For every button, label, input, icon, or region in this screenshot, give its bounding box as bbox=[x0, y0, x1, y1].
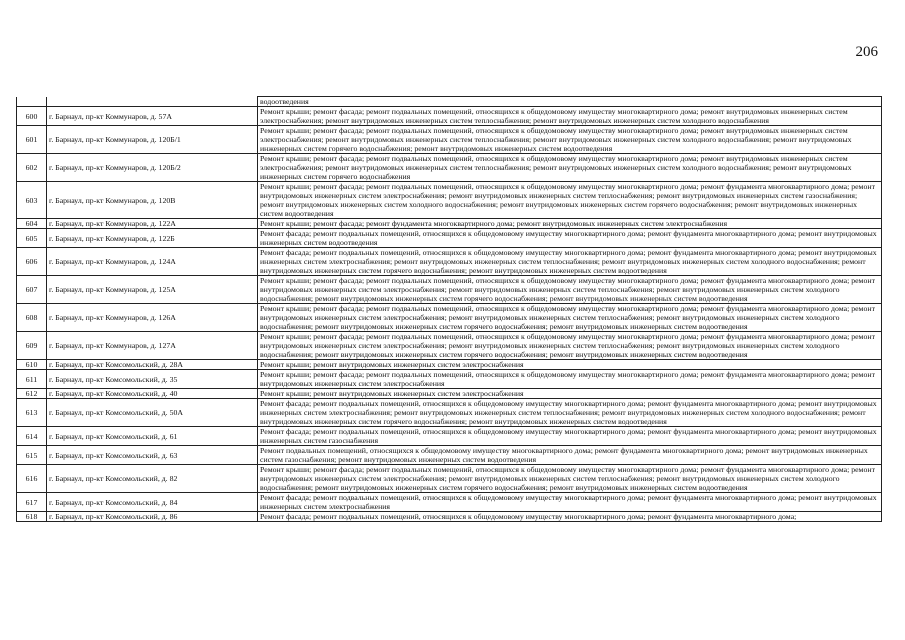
table-row bbox=[17, 126, 882, 154]
table-row bbox=[17, 304, 882, 332]
works-cell: водоотведения bbox=[258, 97, 882, 107]
works-cell: Ремонт крыши; ремонт фасада; ремонт подвальных помещений, относящихся к общедомовому имуществу многоквартирного дома; ремонт фундамента многоквартирного дома; ремонт внутридомовых инженерных систем электроснабжения bbox=[258, 370, 882, 389]
table-row bbox=[17, 248, 882, 276]
repair-works-table bbox=[16, 96, 882, 522]
works-cell: Ремонт крыши; ремонт внутридомовых инженерных систем электроснабжения bbox=[258, 360, 882, 370]
table-row bbox=[17, 229, 882, 248]
table-row bbox=[17, 465, 882, 493]
works-cell: Ремонт фасада; ремонт подвальных помещений, относящихся к общедомовому имуществу многоквартирного дома; ремонт фундамента многоквартирного дома; ремонт внутридомовых инженерных систем электроснабжения bbox=[258, 493, 882, 512]
row-number-cell: 600 bbox=[17, 107, 47, 126]
works-cell: Ремонт крыши; ремонт фасада; ремонт подвальных помещений, относящихся к общедомовому имуществу многоквартирного дома; ремонт внутридомовых инженерных систем электроснабжения; ремонт внутридомовых инженерных систем теплоснабжения; ремонт внутридомовых инженерных систем холодного водоснабжения bbox=[258, 107, 882, 126]
address-cell: г. Барнаул, пр-кт Комсомольский, д. 35 bbox=[47, 370, 258, 389]
address-cell: г. Барнаул, пр-кт Коммунаров, д. 120Б/1 bbox=[47, 126, 258, 154]
address-cell: г. Барнаул, пр-кт Коммунаров, д. 122Б bbox=[47, 229, 258, 248]
row-number-cell: 611 bbox=[17, 370, 47, 389]
address-cell: г. Барнаул, пр-кт Коммунаров, д. 125А bbox=[47, 276, 258, 304]
works-cell: Ремонт фасада; ремонт подвальных помещений, относящихся к общедомовому имуществу многоквартирного дома; ремонт фундамента многоквартирного дома; ремонт внутридомовых инженерных систем газоснабжения bbox=[258, 427, 882, 446]
address-cell: г. Барнаул, пр-кт Коммунаров, д. 122А bbox=[47, 219, 258, 229]
works-cell: Ремонт фасада; ремонт подвальных помещений, относящихся к общедомовому имуществу многоквартирного дома; ремонт фундамента многоквартирного дома; bbox=[258, 512, 882, 522]
works-cell: Ремонт фасада; ремонт подвальных помещений, относящихся к общедомовому имуществу многоквартирного дома; ремонт фундамента многоквартирного дома; ремонт внутридомовых инженерных систем водоотведения bbox=[258, 229, 882, 248]
table-row-continuation bbox=[17, 97, 882, 107]
row-number-cell: 618 bbox=[17, 512, 47, 522]
works-cell: Ремонт крыши; ремонт фасада; ремонт подвальных помещений, относящихся к общедомовому имуществу многоквартирного дома; ремонт внутридомовых инженерных систем электроснабжения; ремонт внутридомовых инженерных систем теплоснабжения; ремонт внутридомовых инженерных систем холодного водоснабжения; ремонт внутридомовых инженерных систем горячего водоснабжения; ремонт внутридомовых инженерных систем водоотведения bbox=[258, 126, 882, 154]
works-cell: Ремонт фасада; ремонт подвальных помещений, относящихся к общедомовому имуществу многоквартирного дома; ремонт фундамента многоквартирного дома; ремонт внутридомовых инженерных систем электроснабжения; ремонт внутридомовых инженерных систем теплоснабжения; ремонт внутридомовых инженерных систем холодного водоснабжения; ремонт внутридомовых инженерных систем горячего водоснабжения; ремонт внутридомовых инженерных систем водоотведения bbox=[258, 399, 882, 427]
table-row bbox=[17, 427, 882, 446]
table-row bbox=[17, 107, 882, 126]
row-number-cell: 604 bbox=[17, 219, 47, 229]
address-cell: г. Барнаул, пр-кт Коммунаров, д. 127А bbox=[47, 332, 258, 360]
address-cell: г. Барнаул, пр-кт Комсомольский, д. 82 bbox=[47, 465, 258, 493]
address-cell: г. Барнаул, пр-кт Коммунаров, д. 57А bbox=[47, 107, 258, 126]
address-cell: г. Барнаул, пр-кт Комсомольский, д. 40 bbox=[47, 389, 258, 399]
works-cell: Ремонт крыши; ремонт внутридомовых инженерных систем электроснабжения bbox=[258, 389, 882, 399]
table-row bbox=[17, 182, 882, 219]
address-cell bbox=[47, 97, 258, 107]
table-row bbox=[17, 276, 882, 304]
works-cell: Ремонт крыши; ремонт фасада; ремонт фундамента многоквартирного дома; ремонт внутридомовых инженерных систем электроснабжения bbox=[258, 219, 882, 229]
works-cell: Ремонт крыши; ремонт фасада; ремонт подвальных помещений, относящихся к общедомовому имуществу многоквартирного дома; ремонт внутридомовых инженерных систем электроснабжения; ремонт внутридомовых инженерных систем теплоснабжения; ремонт внутридомовых инженерных систем холодного водоснабжения; ремонт внутридомовых инженерных систем горячего водоснабжения bbox=[258, 154, 882, 182]
table-row bbox=[17, 399, 882, 427]
table-row bbox=[17, 512, 882, 522]
row-number-cell: 602 bbox=[17, 154, 47, 182]
row-number-cell: 601 bbox=[17, 126, 47, 154]
row-number-cell: 614 bbox=[17, 427, 47, 446]
row-number-cell: 613 bbox=[17, 399, 47, 427]
row-number-cell: 605 bbox=[17, 229, 47, 248]
row-number-cell: 612 bbox=[17, 389, 47, 399]
address-cell: г. Барнаул, пр-кт Комсомольский, д. 63 bbox=[47, 446, 258, 465]
row-number-cell: 610 bbox=[17, 360, 47, 370]
works-cell: Ремонт крыши; ремонт фасада; ремонт подвальных помещений, относящихся к общедомовому имуществу многоквартирного дома; ремонт фундамента многоквартирного дома; ремонт внутридомовых инженерных систем электроснабжения; ремонт внутридомовых инженерных систем теплоснабжения; ремонт внутридомовых инженерных систем холодного водоснабжения; ремонт внутридомовых инженерных систем горячего водоснабжения; ремонт внутридомовых инженерных систем водоотведения bbox=[258, 332, 882, 360]
table-row bbox=[17, 446, 882, 465]
address-cell: г. Барнаул, пр-кт Комсомольский, д. 84 bbox=[47, 493, 258, 512]
works-cell: Ремонт крыши; ремонт фасада; ремонт подвальных помещений, относящихся к общедомовому имуществу многоквартирного дома; ремонт фундамента многоквартирного дома; ремонт внутридомовых инженерных систем электроснабжения; ремонт внутридомовых инженерных систем теплоснабжения; ремонт внутридомовых инженерных систем газоснабжения; ремонт внутридомовых инженерных систем холодного водоснабжения; ремонт внутридомовых инженерных систем горячего водоснабжения; ремонт внутридомовых инженерных систем водоотведения bbox=[258, 182, 882, 219]
works-cell: Ремонт крыши; ремонт фасада; ремонт подвальных помещений, относящихся к общедомовому имуществу многоквартирного дома; ремонт фундамента многоквартирного дома; ремонт внутридомовых инженерных систем электроснабжения; ремонт внутридомовых инженерных систем теплоснабжения; ремонт внутридомовых инженерных систем холодного водоснабжения; ремонт внутридомовых инженерных систем горячего водоснабжения; ремонт внутридомовых инженерных систем водоотведения bbox=[258, 276, 882, 304]
address-cell: г. Барнаул, пр-кт Коммунаров, д. 126А bbox=[47, 304, 258, 332]
row-number-cell bbox=[17, 97, 47, 107]
row-number-cell: 609 bbox=[17, 332, 47, 360]
row-number-cell: 617 bbox=[17, 493, 47, 512]
page-number: 206 bbox=[855, 44, 878, 60]
address-cell: г. Барнаул, пр-кт Комсомольский, д. 61 bbox=[47, 427, 258, 446]
row-number-cell: 608 bbox=[17, 304, 47, 332]
table-row bbox=[17, 332, 882, 360]
row-number-cell: 615 bbox=[17, 446, 47, 465]
row-number-cell: 603 bbox=[17, 182, 47, 219]
address-cell: г. Барнаул, пр-кт Комсомольский, д. 50А bbox=[47, 399, 258, 427]
address-cell: г. Барнаул, пр-кт Коммунаров, д. 120В bbox=[47, 182, 258, 219]
address-cell: г. Барнаул, пр-кт Комсомольский, д. 86 bbox=[47, 512, 258, 522]
works-cell: Ремонт крыши; ремонт фасада; ремонт подвальных помещений, относящихся к общедомовому имуществу многоквартирного дома; ремонт фундамента многоквартирного дома; ремонт внутридомовых инженерных систем электроснабжения; ремонт внутридомовых инженерных систем теплоснабжения; ремонт внутридомовых инженерных систем холодного водоснабжения; ремонт внутридомовых инженерных систем горячего водоснабжения; ремонт внутридомовых инженерных систем водоотведения bbox=[258, 304, 882, 332]
works-cell: Ремонт крыши; ремонт фасада; ремонт подвальных помещений, относящихся к общедомовому имуществу многоквартирного дома; ремонт фундамента многоквартирного дома; ремонт внутридомовых инженерных систем электроснабжения; ремонт внутридомовых инженерных систем теплоснабжения; ремонт внутридомовых инженерных систем холодного водоснабжения; ремонт внутридомовых инженерных систем горячего водоснабжения; ремонт внутридомовых инженерных систем водоотведения bbox=[258, 465, 882, 493]
table-row bbox=[17, 154, 882, 182]
address-cell: г. Барнаул, пр-кт Комсомольский, д. 28А bbox=[47, 360, 258, 370]
row-number-cell: 606 bbox=[17, 248, 47, 276]
row-number-cell: 607 bbox=[17, 276, 47, 304]
address-cell: г. Барнаул, пр-кт Коммунаров, д. 120Б/2 bbox=[47, 154, 258, 182]
table-row bbox=[17, 389, 882, 399]
table-row bbox=[17, 370, 882, 389]
table-row bbox=[17, 360, 882, 370]
works-cell: Ремонт подвальных помещений, относящихся к общедомовому имуществу многоквартирного дома; ремонт фундамента многоквартирного дома; ремонт внутридомовых инженерных систем газоснабжения; ремонт внутридомовых инженерных систем водоотведения bbox=[258, 446, 882, 465]
works-cell: Ремонт фасада; ремонт подвальных помещений, относящихся к общедомовому имуществу многоквартирного дома; ремонт фундамента многоквартирного дома; ремонт внутридомовых инженерных систем электроснабжения; ремонт внутридомовых инженерных систем теплоснабжения; ремонт внутридомовых инженерных систем холодного водоснабжения; ремонт внутридомовых инженерных систем горячего водоснабжения; ремонт внутридомовых инженерных систем водоотведения bbox=[258, 248, 882, 276]
row-number-cell: 616 bbox=[17, 465, 47, 493]
address-cell: г. Барнаул, пр-кт Коммунаров, д. 124А bbox=[47, 248, 258, 276]
table-row bbox=[17, 493, 882, 512]
table-row bbox=[17, 219, 882, 229]
